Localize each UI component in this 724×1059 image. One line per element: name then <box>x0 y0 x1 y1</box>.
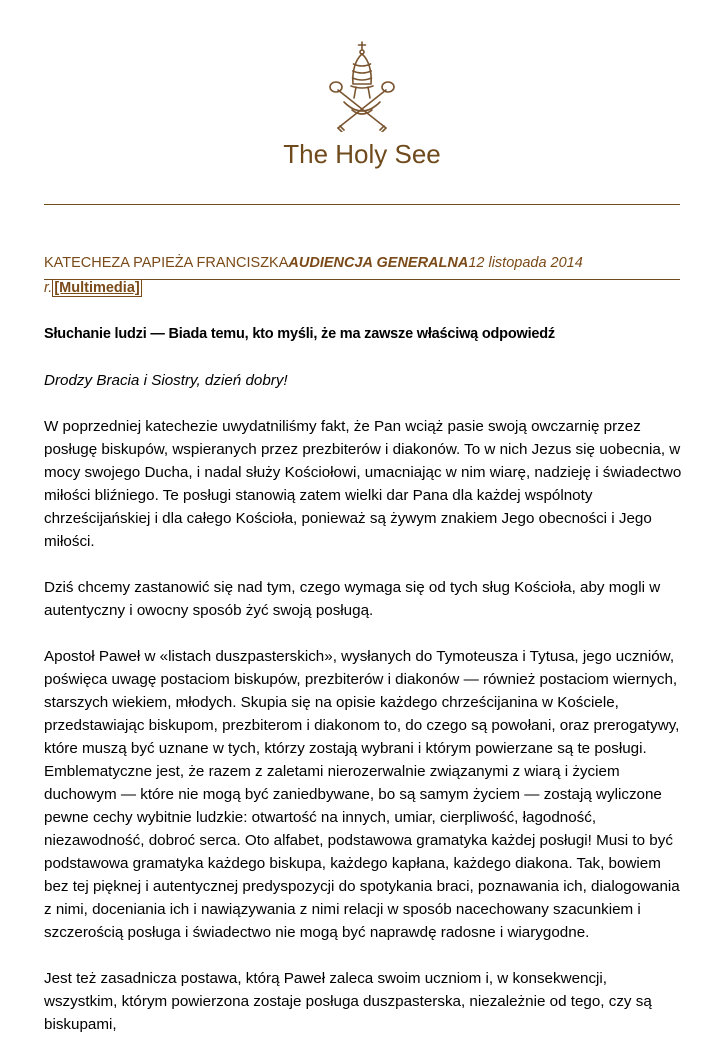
header-divider <box>44 204 680 205</box>
date-label: 12 listopada 2014 <box>468 255 583 271</box>
document-header <box>44 255 583 271</box>
category-label: KATECHEZA PAPIEŻA FRANCISZKA <box>44 255 289 271</box>
date-suffix: r. <box>44 280 53 296</box>
greeting: Drodzy Bracia i Siostry, dzień dobry! <box>44 372 288 389</box>
paragraph: Jest też zasadnicza postawa, którą Paweł zaleca swoim uczniom i, w konsekwencji, wszystkim, którym powierzona zostaje posługa duszpasterska, niezależnie od tego, czy są biskupami, <box>44 970 652 1033</box>
paragraph: Dziś chcemy zastanowić się nad tym, czego wymaga się od tych sług Kościoła, aby mogli w autentyczny i owocny sposób żyć swoją posługą. <box>44 579 661 619</box>
date-line <box>44 280 142 296</box>
multimedia-link[interactable]: [Multimedia] <box>54 280 140 296</box>
event-label: AUDIENCJA GENERALNA <box>288 255 469 271</box>
papal-coat-of-arms-icon[interactable] <box>322 40 402 132</box>
article-title: Słuchanie ludzi — Biada temu, kto myśli, że ma zawsze właściwą odpowiedź <box>44 326 555 342</box>
paragraph: Apostoł Paweł w «listach duszpasterskich», wysłanych do Tymoteusza i Tytusa, jego uczniów, poświęca uwagę postaciom biskupów, prezbiterów i diakonów — również postaciom wiernych, starszych wiekiem, młodych. Skupia się na opisie każdego chrześcijanina w Kościele, przedstawiając biskupom, prezbiterom i diakonom to, do czego są powołani, oraz prerogatywy, które muszą być uznane w tych, którzy zostają wybrani i którym powierzane są te posługi. Emblematyczne jest, że razem z zaletami nierozerwalnie związanymi z wiarą i życiem duchowym — które nie mogą być zaniedbywane, bo są samym życiem — zostają wyliczone pewne cechy wybitnie ludzkie: otwartość na innych, umiar, cierpliwość, łagodność, niezawodność, dobroć serca. Oto alfabet, podstawowa gramatyka każdej posługi! Musi to być podstawowa gramatyka każdego biskupa, każdego kapłana, każdego diakona. Tak, bowiem bez tej pięknej i autentycznej predyspozycji do spotykania braci, poznawania ich, dialogowania z nimi, doceniania ich i nawiązywania z nimi relacji w sposób nacechowany szacunkiem i szczerością posługa i świadectwo nie mogą być naprawdę radosne i wiarygodne. <box>44 648 680 941</box>
paragraph: W poprzedniej katechezie uwydatniliśmy fakt, że Pan wciąż pasie swoją owczarnię przez posługę biskupów, wspieranych przez prezbiterów i diakonów. To w nich Jezus się uobecnia, w mocy swojego Ducha, i nadal służy Kościołowi, umacniając w nim wiarę, nadzieję i świadectwo miłości bliźniego. Te posługi stanowią zatem wielki dar Pana dla każdej wspólnoty chrześcijańskiej i dla całego Kościoła, ponieważ są żywym znakiem Jego obecności i Jego miłości. <box>44 418 682 550</box>
site-title[interactable]: The Holy See <box>283 139 441 169</box>
article-body <box>44 323 684 1059</box>
